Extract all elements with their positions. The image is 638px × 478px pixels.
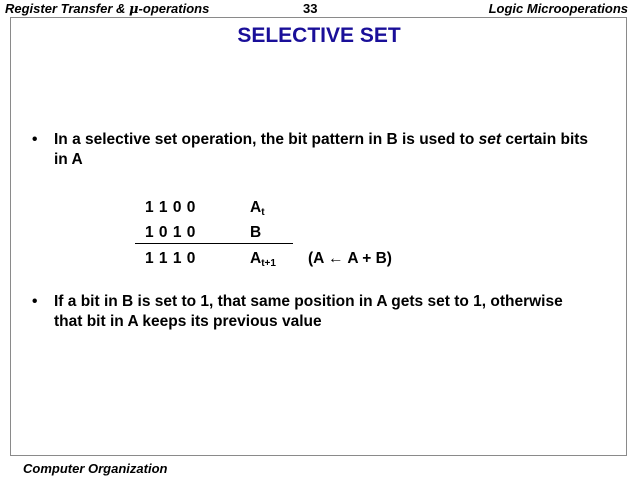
bits-row-2: 1 0 1 0: [145, 224, 196, 241]
bullet-dot-icon: •: [32, 293, 38, 310]
slide-title: SELECTIVE SET: [237, 24, 401, 47]
label-row-1: $A_t$: [250, 199, 265, 218]
mu-symbol: μ: [129, 2, 139, 17]
bullet-1-tail: certain bits in A: [54, 131, 589, 168]
footer: Computer Organization: [23, 461, 168, 476]
bullet-2: [32, 292, 592, 332]
page-number: 33: [303, 1, 318, 16]
operation-note: (A ← A + B): [308, 250, 392, 267]
bits-row-3: 1 1 1 0: [145, 250, 196, 267]
bullet-2-text: If a bit in B is set to 1, that same position in A gets set to 1, otherwise that bit in A keeps its previous value: [54, 293, 563, 330]
slide-frame: [10, 17, 627, 456]
bullet-1-text: In a selective set operation, the bit pattern in B is used to: [54, 131, 479, 148]
label-row-3: $A_{t+1}$: [250, 250, 276, 269]
bullet-dot-icon: •: [32, 131, 38, 148]
header-right: Logic Microoperations: [488, 1, 628, 16]
label-row-2: B: [250, 224, 262, 241]
sum-rule: [135, 243, 293, 244]
bits-row-1: 1 1 0 0: [145, 199, 196, 216]
header-left-suffix: -operations: [138, 1, 210, 16]
bullet-1: [32, 130, 592, 170]
header-left-prefix: Register Transfer &: [5, 1, 130, 16]
bullet-1-italic: set: [478, 131, 502, 148]
header-left: [5, 1, 209, 17]
